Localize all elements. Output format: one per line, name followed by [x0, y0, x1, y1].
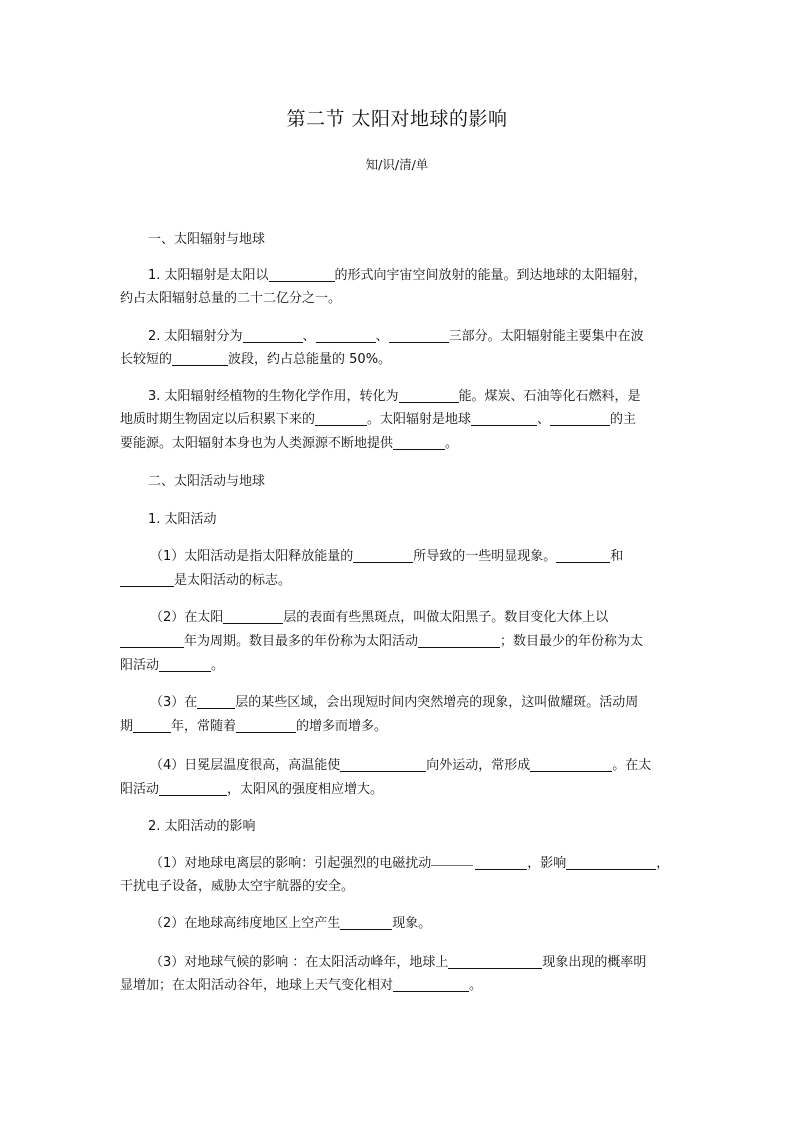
- q4-text-a: （4）日冕层温度很高，高温能使: [150, 758, 341, 773]
- blank: [530, 757, 612, 772]
- q3-text-e: 的增多而增多。: [296, 719, 388, 734]
- p3-text-b: 能。煤炭、石油等化石燃料，是: [458, 389, 641, 404]
- p3-line2: [120, 410, 636, 430]
- r2-line1: [150, 914, 431, 934]
- blank: [389, 328, 449, 343]
- page-title: 第二节 太阳对地球的影响: [286, 108, 508, 130]
- q3-text-a: （3）在: [150, 695, 198, 710]
- q2-text-b: 层的表面有些黑斑点，叫做太阳黑子。数目变化大体上以: [283, 610, 609, 625]
- blank: [120, 633, 184, 648]
- p3-line1: [148, 387, 641, 407]
- r1-line1: [150, 854, 669, 874]
- blank: [399, 388, 459, 403]
- r3-line1: [150, 953, 646, 973]
- r1-text-b: ，影响: [527, 856, 567, 871]
- subsection-solar-activity: 1. 太阳活动: [148, 512, 217, 527]
- q1-text-c: 和: [610, 549, 624, 564]
- q4-text-b: 向外运动，常形成: [426, 758, 531, 773]
- p3-text-d: 。太阳辐射是地球: [367, 412, 472, 427]
- blank: [475, 855, 527, 870]
- q4-text-e: ，太阳风的强度相应增大。: [227, 782, 384, 797]
- p3-text-c: 地质时期生物固定以后积累下来的: [120, 412, 316, 427]
- p2-sep2: 、: [375, 329, 389, 344]
- q1-text-a: （1）太阳活动是指太阳释放能量的: [150, 549, 354, 564]
- p3-line3: [120, 434, 458, 454]
- blank: [269, 267, 335, 282]
- r3-text-a: （3）对地球气候的影响 ：在太阳活动峰年，地球上: [150, 955, 449, 970]
- blank: [236, 718, 296, 733]
- r2-text-a: （2）在地球高纬度地区上空产生: [150, 916, 341, 931]
- p2-sep1: 、: [302, 329, 316, 344]
- p1-line1: [148, 266, 647, 286]
- blank: [223, 609, 283, 624]
- dash-line: [431, 856, 473, 866]
- q1-line1: [150, 547, 623, 567]
- blank: [471, 411, 537, 426]
- p1-text-b: 的形式向宇宙空间放射的能量。到达地球的太阳辐射，: [334, 268, 647, 283]
- p3-text-a: 3. 太阳辐射经植物的生物化学作用，转化为: [148, 389, 399, 404]
- q2-text-c: 年为周期。数目最多的年份称为太阳活动: [184, 634, 419, 649]
- q2-text-a: （2）在太阳: [150, 610, 224, 625]
- p1-text-a: 1. 太阳辐射是太阳以: [148, 268, 269, 283]
- p2-text-b: 三部分。太阳辐射能主要集中在波: [448, 329, 644, 344]
- r1-text-c: ，: [656, 856, 670, 871]
- r3-text-b: 现象出现的概率明: [542, 955, 647, 970]
- p2-line1: [148, 327, 644, 347]
- blank: [172, 351, 228, 366]
- q3-line1: [150, 693, 638, 713]
- r3-text-c: 显增加；在太阳活动谷年，地球上天气变化相对: [120, 978, 394, 993]
- blank: [353, 548, 413, 563]
- q2-text-e: 阳活动: [120, 658, 160, 673]
- r3-line2: [120, 976, 482, 996]
- q2-text-f: 。: [211, 658, 225, 673]
- p2-text-c: 长较短的: [120, 352, 173, 367]
- blank: [315, 411, 367, 426]
- q3-text-b: 层的某些区域，会出现短时间内突然增亮的现象，这叫做耀斑。活动周: [235, 695, 639, 710]
- r1-line2: 干扰电子设备，威胁太空宇航器的安全。: [120, 879, 355, 894]
- p3-text-f: 要能源。太阳辐射本身也为人类源源不断地提供: [120, 436, 394, 451]
- r3-text-d: 。: [469, 978, 483, 993]
- q3-line2: [120, 717, 387, 737]
- p3-sep: 、: [537, 412, 551, 427]
- section-1-heading: 一、太阳辐射与地球: [148, 232, 266, 247]
- r1-text-a: （1）对地球电离层的影响：引起强烈的电磁扰动: [150, 856, 432, 871]
- blank: [550, 411, 610, 426]
- blank: [133, 718, 171, 733]
- blank: [393, 435, 445, 450]
- q3-text-c: 期: [120, 719, 134, 734]
- q2-line2: [120, 632, 643, 652]
- blank: [120, 572, 174, 587]
- subsection-activity-effects: 2. 太阳活动的影响: [148, 819, 256, 834]
- q2-text-d: ；数目最少的年份称为太: [500, 634, 644, 649]
- section-2-heading: 二、太阳活动与地球: [148, 474, 266, 489]
- p2-text-a: 2. 太阳辐射分为: [148, 329, 243, 344]
- p1-line2: 约占太阳辐射总量的二十二亿分之一。: [120, 291, 342, 306]
- blank: [316, 328, 376, 343]
- p3-text-g: 。: [445, 436, 459, 451]
- q1-text-b: 所导致的一些明显现象。: [413, 549, 557, 564]
- p2-text-d: 波段，约占总能量的 50%。: [228, 352, 392, 367]
- blank: [340, 757, 426, 772]
- blank: [393, 977, 469, 992]
- blank: [243, 328, 303, 343]
- p2-line2: [120, 350, 391, 370]
- blank: [197, 694, 235, 709]
- blank: [448, 954, 542, 969]
- blank: [418, 633, 500, 648]
- blank: [159, 657, 211, 672]
- q1-text-d: 是太阳活动的标志。: [174, 573, 292, 588]
- q2-line3: [120, 656, 224, 676]
- q1-line2: [120, 571, 291, 591]
- r2-text-b: 现象。: [392, 916, 432, 931]
- q4-line2: [120, 780, 383, 800]
- blank: [159, 781, 227, 796]
- blank: [340, 915, 392, 930]
- q4-line1: [150, 756, 651, 776]
- q2-line1: [150, 608, 608, 628]
- q3-text-d: 年，常随着: [171, 719, 237, 734]
- page-subtitle: 知/识/清/单: [365, 157, 429, 172]
- p3-text-e: 的主: [610, 412, 637, 427]
- blank: [566, 855, 656, 870]
- q4-text-c: 。在太: [612, 758, 652, 773]
- blank: [556, 548, 610, 563]
- q4-text-d: 阳活动: [120, 782, 160, 797]
